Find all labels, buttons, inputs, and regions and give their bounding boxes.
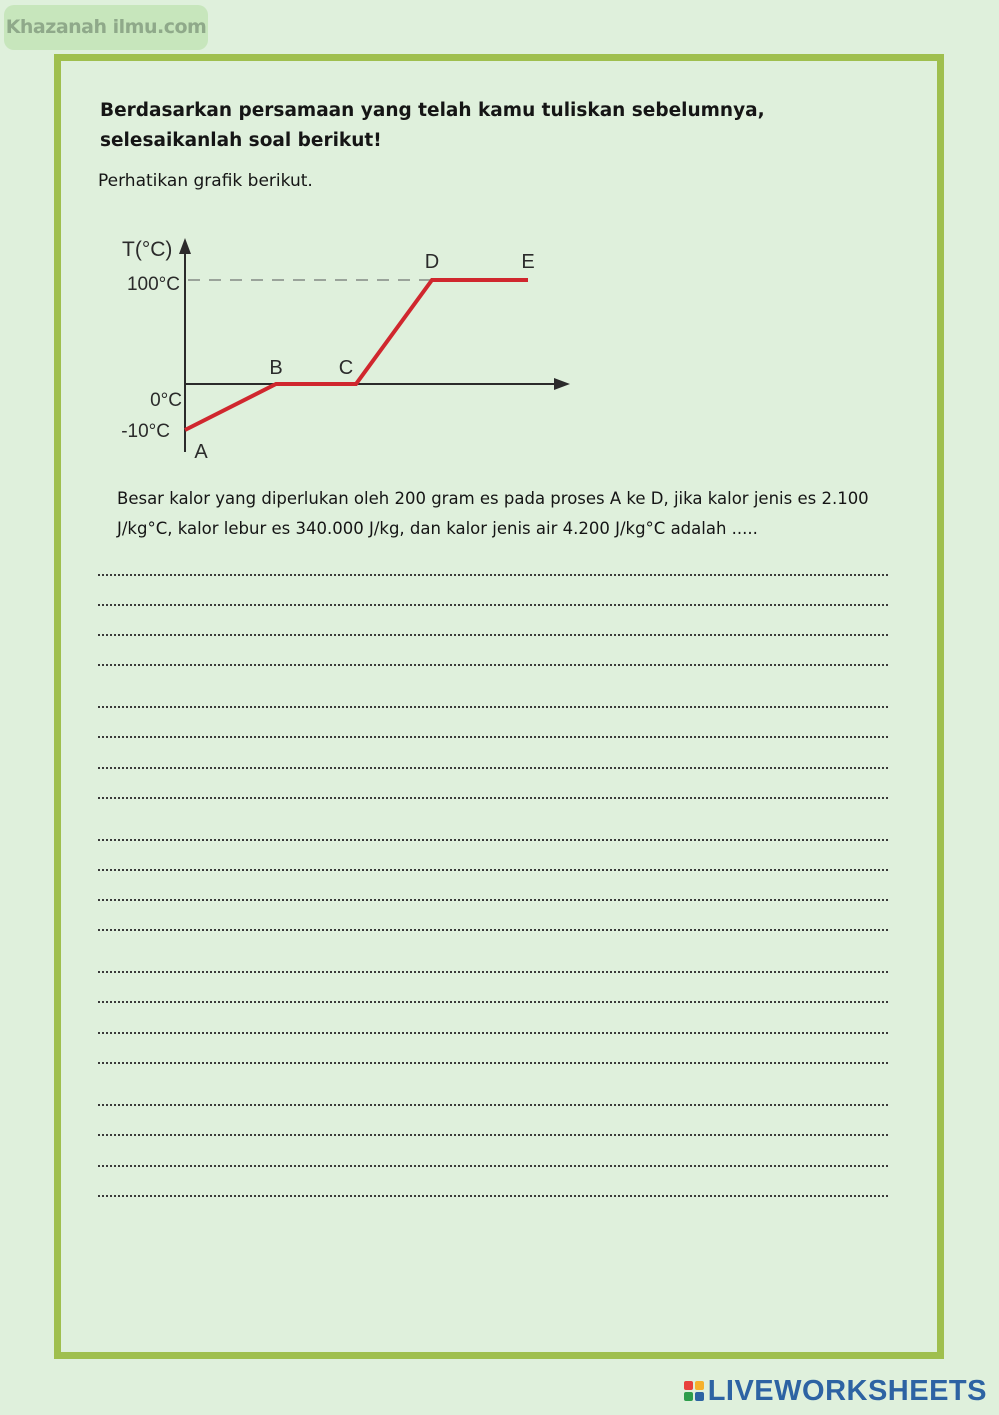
- instruction-text: Berdasarkan persamaan yang telah kamu tuliskan sebelumnya, selesaikanlah soal berikut!: [100, 100, 765, 151]
- y-tick-label-minus-10: -10°C: [121, 421, 170, 442]
- answer-line[interactable]: [98, 574, 888, 576]
- question-text: Besar kalor yang diperlukan oleh 200 gram es pada proses A ke D, jika kalor jenis es 2.100 J/kg°C, kalor lebur es 340.000 J/kg, dan kalor jenis air 4.200 J/kg°C adalah .....: [117, 489, 869, 538]
- liveworksheets-logo-icon: [684, 1381, 704, 1401]
- graph-axes: [179, 238, 570, 452]
- answer-line[interactable]: [98, 929, 888, 931]
- answer-line[interactable]: [98, 797, 888, 799]
- y-tick-label-100: 100°C: [126, 274, 180, 295]
- answer-line[interactable]: [98, 634, 888, 636]
- answer-line[interactable]: [98, 1134, 888, 1136]
- brand-text: LIVEWORKSHEETS: [707, 1374, 987, 1407]
- point-label-d: D: [424, 251, 440, 273]
- temperature-graph: [100, 220, 600, 470]
- point-label-c: C: [338, 357, 354, 379]
- logo-square-v: [684, 1392, 693, 1401]
- answer-line[interactable]: [98, 736, 888, 738]
- answer-line[interactable]: [98, 1195, 888, 1197]
- answer-line[interactable]: [98, 1001, 888, 1003]
- answer-line[interactable]: [98, 706, 888, 708]
- liveworksheets-brand: [684, 1371, 987, 1411]
- y-tick-label-0: 0°C: [150, 390, 182, 411]
- point-label-e: E: [521, 251, 535, 273]
- point-label-b: B: [269, 357, 283, 379]
- answer-line[interactable]: [98, 1032, 888, 1034]
- point-label-a: A: [194, 441, 208, 463]
- x-axis-arrow: [554, 378, 570, 390]
- prompt-text: Perhatikan grafik berikut.: [98, 171, 313, 191]
- answer-line[interactable]: [98, 664, 888, 666]
- temperature-series-line: [185, 280, 528, 430]
- y-axis-label: T(°C): [122, 238, 173, 261]
- y-axis-arrow: [179, 238, 191, 254]
- answer-line[interactable]: [98, 1062, 888, 1064]
- answer-line[interactable]: [98, 839, 888, 841]
- logo-square-e: [695, 1392, 704, 1401]
- answer-line[interactable]: [98, 971, 888, 973]
- answer-line[interactable]: [98, 767, 888, 769]
- answer-line[interactable]: [98, 604, 888, 606]
- answer-line[interactable]: [98, 869, 888, 871]
- answer-line[interactable]: [98, 1165, 888, 1167]
- watermark-label: Khazanah ilmu.com: [4, 5, 208, 50]
- logo-square-i: [695, 1381, 704, 1390]
- answer-line[interactable]: [98, 1104, 888, 1106]
- answer-line[interactable]: [98, 899, 888, 901]
- point-labels: [194, 251, 534, 463]
- logo-square-l: [684, 1381, 693, 1390]
